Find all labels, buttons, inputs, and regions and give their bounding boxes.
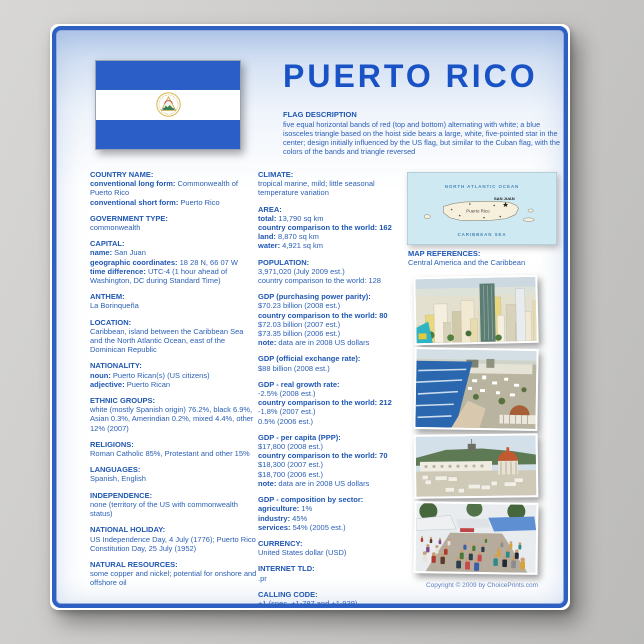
fact-section: [90, 214, 258, 232]
fact-section-body: [90, 569, 258, 587]
fact-section-body: [258, 504, 414, 532]
fact-section-title: ANTHEM:: [90, 292, 125, 302]
fact-line: country comparison to the world: 80: [258, 310, 388, 320]
fact-section: [90, 396, 258, 433]
fact-section-title: GDP - composition by sector:: [258, 495, 364, 505]
facts-column-left: [90, 170, 258, 595]
fact-line: United States dollar (USD): [258, 548, 347, 558]
flag-band-middle: [96, 90, 240, 119]
fact-line: $72.03 billion (2007 est.): [258, 319, 341, 329]
fact-line: land: 8,870 sq km: [258, 232, 319, 242]
photo-old-san-juan-coastline: [413, 347, 538, 431]
flag-band-top: [96, 61, 240, 90]
fact-line: conventional long form: Commonwealth of Puerto Rico: [90, 179, 238, 198]
fact-line: $17,800 (2008 est.): [258, 442, 324, 452]
fact-section: [90, 491, 258, 519]
fact-section-body: [90, 179, 258, 207]
fact-section: [258, 292, 414, 347]
fact-section: [258, 205, 414, 251]
map-image: [407, 172, 557, 245]
fact-section: [258, 564, 414, 582]
fact-section-title: GOVERNMENT TYPE:: [90, 213, 168, 223]
flag-description-heading: FLAG DESCRIPTION: [283, 110, 357, 119]
fact-section-title: CURRENCY:: [258, 538, 303, 548]
fact-section-body: [90, 500, 258, 518]
fact-line: country comparison to the world: 162: [258, 223, 392, 233]
fact-section: [258, 354, 414, 372]
fact-section-title: NATIONALITY:: [90, 361, 142, 371]
flag-emblem-icon: [155, 91, 182, 118]
fact-line: .pr: [258, 573, 267, 583]
fact-line: $70.23 billion (2008 est.): [258, 301, 341, 311]
map-references-heading: MAP REFERENCES:: [408, 249, 481, 258]
page-title: PUERTO RICO: [283, 58, 538, 94]
map-mona-island: [424, 215, 430, 219]
fact-section-title: INTERNET TLD:: [258, 564, 315, 574]
fact-section-body: [258, 389, 414, 426]
fact-section: [90, 170, 258, 207]
fact-line: adjective: Puerto Rican: [90, 379, 171, 389]
fact-section-title: COUNTRY NAME:: [90, 170, 154, 179]
fact-line: $73.35 billion (2006 est.): [258, 329, 341, 339]
fact-section-body: [258, 548, 414, 557]
fact-line: 3,971,020 (July 2009 est.): [258, 266, 345, 276]
fact-line: name: San Juan: [90, 248, 146, 258]
map-label-sea: CARIBBEAN SEA: [457, 231, 507, 237]
fact-section: [258, 590, 414, 608]
map-references-text: Central America and the Caribbean: [408, 258, 526, 268]
fact-line: -2.5% (2008 est.): [258, 389, 316, 399]
fact-section-body: [258, 214, 414, 251]
fact-section-title: AREA:: [258, 204, 282, 214]
fact-section-body: [258, 301, 414, 347]
fact-section-body: [258, 267, 414, 285]
fact-section-body: [90, 371, 258, 389]
fact-section-body: [90, 248, 258, 285]
fact-section-title: GDP (official exchange rate):: [258, 354, 361, 364]
fact-section: [90, 560, 258, 588]
fact-line: La Borinqueña: [90, 301, 139, 311]
fact-line: conventional short form: Puerto Rico: [90, 197, 220, 207]
fact-line: $88 billion (2008 est.): [258, 363, 330, 373]
fact-line: agriculture: 1%: [258, 504, 313, 514]
fact-section: [258, 258, 414, 286]
fact-line: Roman Catholic 85%, Protestant and other 15%: [90, 449, 250, 459]
fact-section-body: [90, 223, 258, 232]
fact-section-body: [258, 179, 414, 197]
map-label-island: Puerto Rico: [466, 208, 490, 214]
fact-section: [90, 361, 258, 389]
fact-section-title: NATURAL RESOURCES:: [90, 559, 178, 569]
fact-section-body: [258, 364, 414, 373]
fact-section-title: ETHNIC GROUPS:: [90, 396, 156, 406]
facts-column-middle: [258, 170, 414, 615]
fact-line: note: data are in 2008 US dollars: [258, 478, 370, 488]
fact-section-title: GDP - per capita (PPP):: [258, 432, 341, 442]
fact-line: water: 4,921 sq km: [258, 241, 324, 251]
fact-section-body: [90, 449, 258, 458]
fact-section: [90, 292, 258, 310]
fact-line: total: 13,790 sq km: [258, 213, 324, 223]
fact-line: tropical marine, mild; little seasonal temperature variation: [258, 179, 375, 198]
fact-line: country comparison to the world: 70: [258, 451, 388, 461]
fact-section-title: LOCATION:: [90, 317, 132, 327]
fact-section: [90, 440, 258, 458]
fact-line: -1.8% (2007 est.): [258, 407, 316, 417]
fact-line: +1 (spec. +1-787 and +1-939): [258, 598, 358, 608]
fact-section: [90, 239, 258, 285]
fact-section-body: [258, 574, 414, 583]
map-label-capital: SAN JUAN: [493, 195, 515, 201]
fact-line: industry: 45%: [258, 513, 308, 523]
fact-section-body: [258, 599, 414, 608]
fact-section-title: CAPITAL:: [90, 239, 125, 249]
fact-section-body: [90, 301, 258, 310]
photo-column: [414, 276, 546, 578]
poster-sheet: [50, 24, 570, 610]
photo-cemetery-and-fort: [414, 433, 539, 499]
fact-section-title: RELIGIONS:: [90, 439, 134, 449]
fact-line: country comparison to the world: 128: [258, 276, 381, 286]
fact-line: Caribbean, island between the Caribbean Sea and the North Atlantic Ocean, east of the Dominican Republic: [90, 326, 244, 355]
fact-section-body: [258, 442, 414, 488]
fact-section-title: GDP (purchasing power parity):: [258, 292, 371, 302]
fact-line: noun: Puerto Rican(s) (US citizens): [90, 370, 210, 380]
fact-section-body: [90, 474, 258, 483]
flag-description-text: five equal horizontal bands of red (top and bottom) alternating with white; a blue isosceles triangle based on the hoist side bears a large, white, five-pointed star in the center; design initially influenced by the US flag, but similar to the Cuban flag, with the colors of the bands and triangle reversed: [283, 120, 561, 156]
fact-section: [258, 433, 414, 488]
map-vieques-island: [523, 218, 534, 221]
photo-san-juan-skyline: [413, 275, 538, 346]
poster-frame: [52, 26, 568, 608]
flag-band-bottom: [96, 120, 240, 149]
fact-section-title: LANGUAGES:: [90, 465, 141, 475]
fact-section-title: CALLING CODE:: [258, 589, 318, 599]
fact-line: commonwealth: [90, 223, 141, 233]
copyright-text: Copyright © 2009 by ChoicePrints.com: [425, 582, 539, 589]
fact-section: [90, 318, 258, 355]
fact-section: [90, 465, 258, 483]
fact-line: 0.5% (2006 est.): [258, 416, 314, 426]
fact-line: US Independence Day, 4 July (1776); Puerto Rico Constitution Day, 25 July (1952): [90, 534, 256, 553]
fact-section: [258, 380, 414, 426]
fact-section: [258, 539, 414, 557]
fact-section-title: NATIONAL HOLIDAY:: [90, 525, 166, 535]
flag-image: [95, 60, 241, 150]
fact-line: $18,300 (2007 est.): [258, 460, 324, 470]
fact-section: [258, 495, 414, 532]
fact-line: time difference: UTC-4 (1 hour ahead of Washington, DC during Standard Time): [90, 266, 228, 286]
fact-section-body: [90, 535, 258, 553]
fact-line: none (territory of the US with commonwealth status): [90, 499, 238, 519]
fact-section-body: [90, 327, 258, 355]
fact-section-title: GDP - real growth rate:: [258, 379, 340, 389]
fact-line: note: data are in 2008 US dollars: [258, 338, 370, 348]
fact-section-body: [90, 405, 258, 433]
photo-street-market-crowd: [414, 501, 539, 575]
fact-section-title: CLIMATE:: [258, 170, 294, 179]
fact-line: geographic coordinates: 18 28 N, 66 07 W: [90, 257, 238, 267]
fact-line: white (mostly Spanish origin) 76.2%, black 6.9%, Asian 0.3%, Amerindian 0.2%, mixed 4.4%, other 12% (2007): [90, 405, 254, 433]
fact-line: $18,700 (2006 est.): [258, 469, 324, 479]
fact-section-title: INDEPENDENCE:: [90, 490, 153, 500]
fact-line: Spanish, English: [90, 474, 146, 484]
map-label-ocean: NORTH ATLANTIC OCEAN: [444, 184, 520, 190]
fact-line: services: 54% (2005 est.): [258, 522, 346, 532]
fact-line: some copper and nickel; potential for onshore and offshore oil: [90, 569, 257, 588]
map-references: [408, 249, 564, 267]
fact-section-title: POPULATION:: [258, 257, 310, 267]
map-culebra-island: [528, 209, 533, 212]
fact-section: [90, 525, 258, 553]
fact-line: country comparison to the world: 212: [258, 398, 392, 408]
fact-section: [258, 170, 414, 198]
